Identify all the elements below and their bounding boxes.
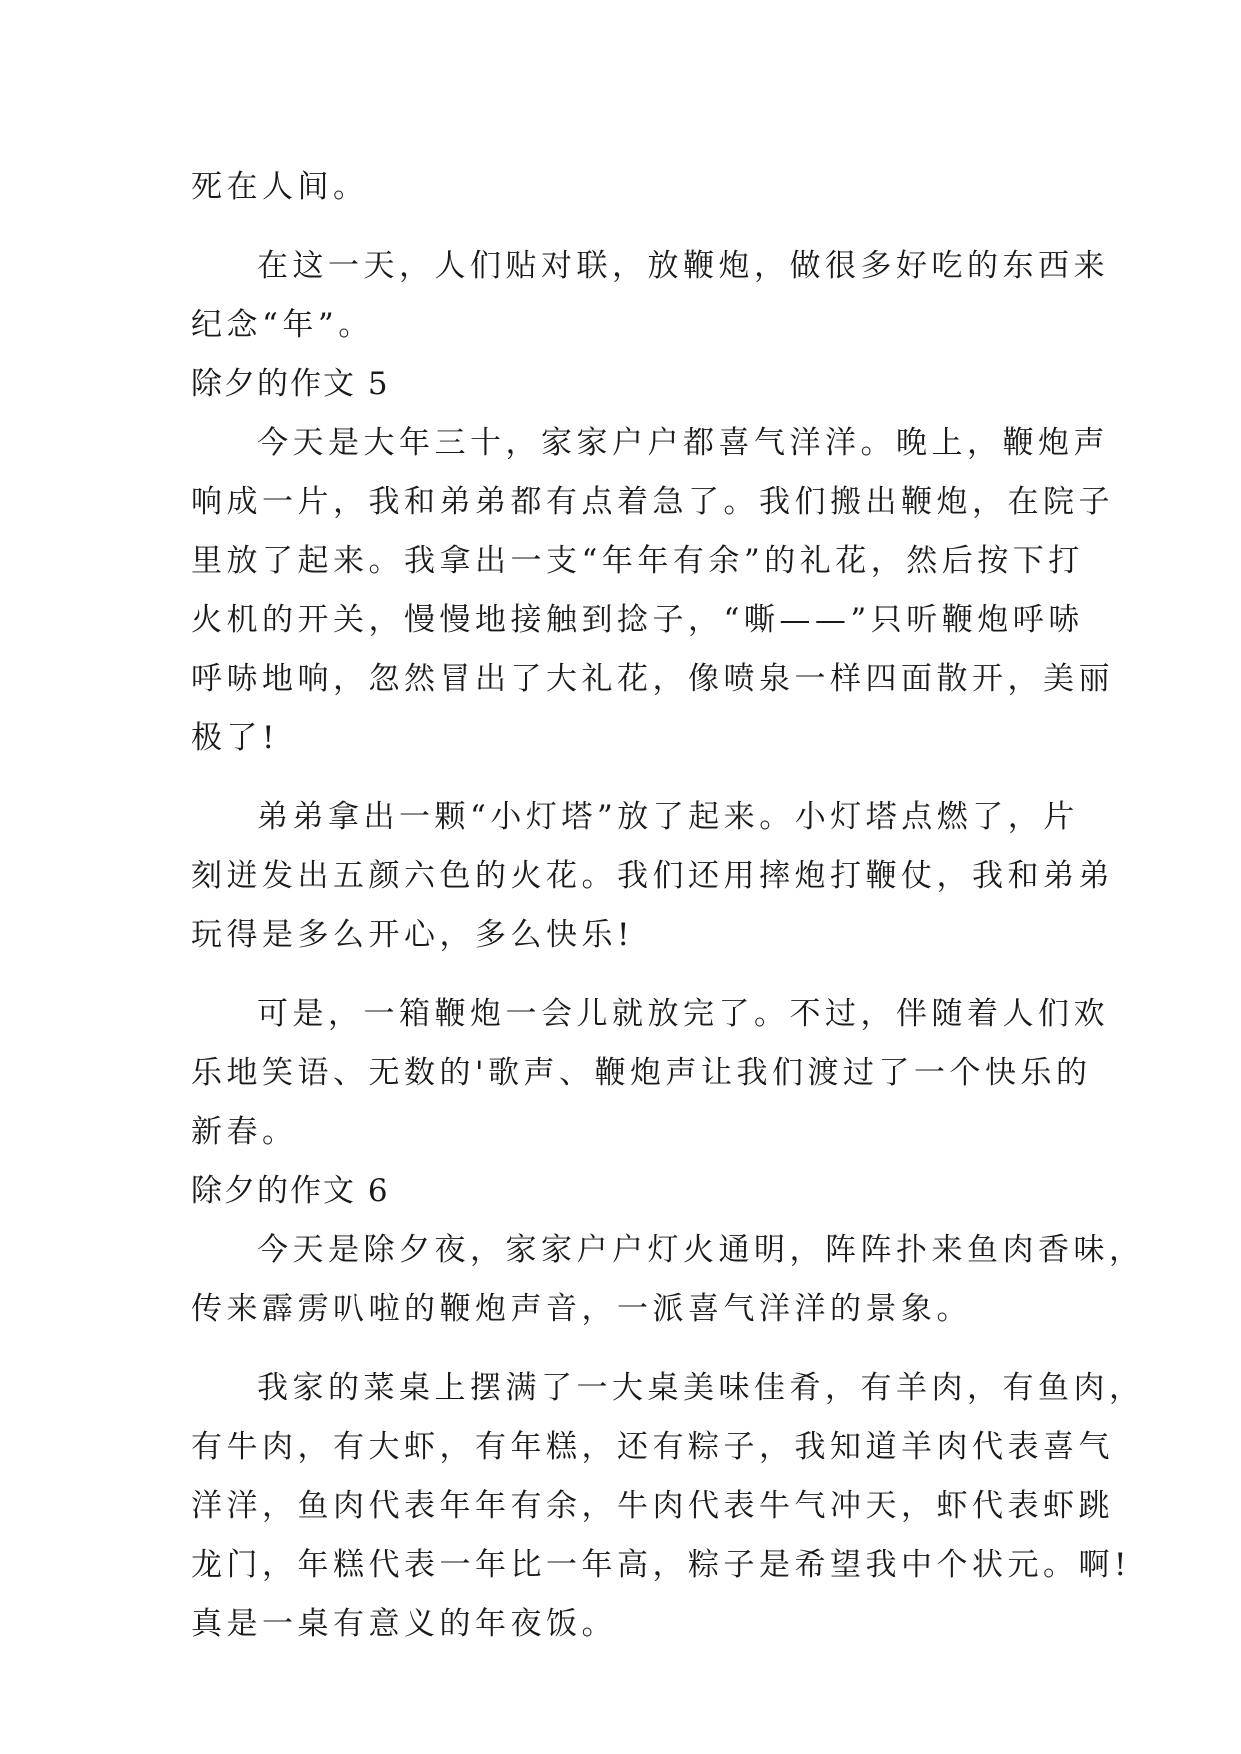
heading-text: 除夕的作文 5 (191, 366, 390, 402)
text-line: 弟弟拿出一颗“小灯塔”放了起来。小灯塔点燃了，片 (257, 799, 1079, 835)
text-line: 玩得是多么开心，多么快乐! (191, 917, 634, 953)
paragraph-continuation (191, 158, 1071, 217)
text-line: 洋洋，鱼肉代表年年有余，牛肉代表牛气冲天，虾代表虾跳 (191, 1488, 1114, 1524)
text-line: 极了! (191, 720, 279, 756)
document-body (191, 158, 1145, 1654)
section-heading (191, 355, 1071, 414)
paragraph (191, 788, 1114, 965)
text-line: 新春。 (191, 1114, 298, 1150)
text-line: 我家的菜桌上摆满了一大桌美味佳肴，有羊肉，有鱼肉， (257, 1370, 1145, 1406)
text-line: 在这一天，人们贴对联，放鞭炮，做很多好吃的东西来 (257, 248, 1109, 284)
text-line: 今天是除夕夜，家家户户灯火通明，阵阵扑来鱼肉香味， (257, 1232, 1145, 1268)
text-line: 呼哧地响，忽然冒出了大礼花，像喷泉一样四面散开，美丽 (191, 661, 1114, 697)
section-heading (191, 1162, 1071, 1221)
paragraph (191, 237, 1109, 355)
text-line: 乐地笑语、无数的'歌声、鞭炮声让我们渡过了一个快乐的 (191, 1055, 1092, 1091)
text-line: 响成一片，我和弟弟都有点着急了。我们搬出鞭炮，在院子 (191, 484, 1114, 520)
paragraph (191, 985, 1109, 1162)
text-line: 传来霹雳叭啦的鞭炮声音，一派喜气洋洋的景象。 (191, 1291, 972, 1327)
text-line: 龙门，年糕代表一年比一年高，粽子是希望我中个状元。啊! (191, 1547, 1131, 1583)
text-line: 火机的开关，慢慢地接触到捻子，“嘶——”只听鞭炮呼哧 (191, 602, 1084, 638)
text-line: 死在人间。 (191, 169, 369, 205)
paragraph (191, 414, 1114, 768)
text-line: 刻迸发出五颜六色的火花。我们还用摔炮打鞭仗，我和弟弟 (191, 858, 1114, 894)
text-line: 今天是大年三十，家家户户都喜气洋洋。晚上，鞭炮声 (257, 425, 1109, 461)
text-line: 里放了起来。我拿出一支“年年有余”的礼花，然后按下打 (191, 543, 1084, 579)
text-line: 有牛肉，有大虾，有年糕，还有粽子，我知道羊肉代表喜气 (191, 1429, 1114, 1465)
heading-text: 除夕的作文 6 (191, 1173, 390, 1209)
paragraph (191, 1359, 1145, 1654)
paragraph (191, 1221, 1145, 1339)
text-line: 可是，一箱鞭炮一会儿就放完了。不过，伴随着人们欢 (257, 996, 1109, 1032)
text-line: 真是一桌有意义的年夜饭。 (191, 1606, 617, 1642)
text-line: 纪念“年”。 (191, 307, 374, 343)
